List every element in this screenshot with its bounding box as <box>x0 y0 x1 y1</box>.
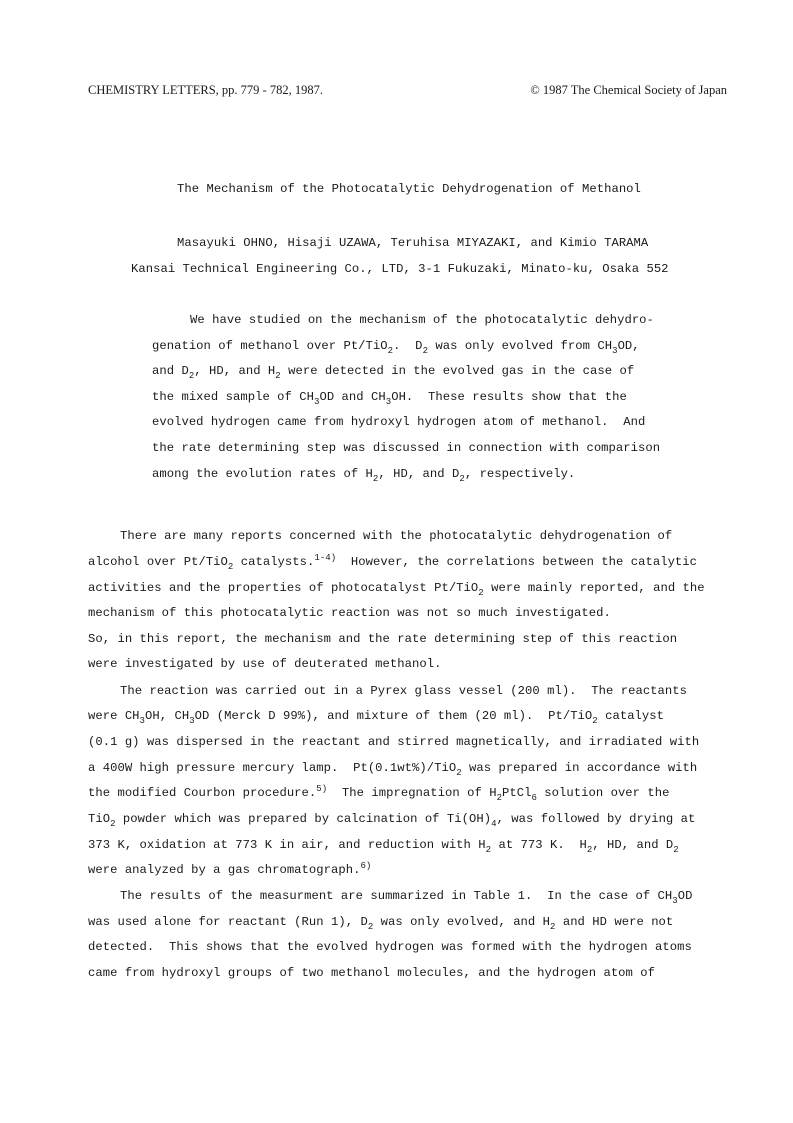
author-list: Masayuki OHNO, Hisaji UZAWA, Teruhisa MIYAZAKI, and Kimio TARAMA <box>177 236 649 250</box>
body-line: were investigated by use of deuterated methanol. <box>88 657 442 671</box>
body-line: came from hydroxyl groups of two methanol molecules, and the hydrogen atom of <box>88 966 656 980</box>
body-line: the modified Courbon procedure.$^{5)}$ The impregnation of $H_2PtCl_6$ solution over the <box>88 784 670 803</box>
body-line: were analyzed by a gas chromatograph.$^{6)}$ <box>88 861 372 877</box>
running-header <box>88 83 727 99</box>
abstract-line: among the evolution rates of $H_2$, HD, and $D_2$, respectively. <box>152 467 576 484</box>
body-line: alcohol over Pt/TiO$_2$ catalysts.$^{1-4)}$ However, the correlations between the catalytic <box>88 553 698 572</box>
abstract-line: We have studied on the mechanism of the photocatalytic dehydro- <box>190 313 654 327</box>
abstract-line: the mixed sample of $CH_3OD$ and $CH_3OH$. These results show that the <box>152 390 627 407</box>
body-line: (0.1 g) was dispersed in the reactant and stirred magnetically, and irradiated with <box>88 735 700 749</box>
abstract-line: evolved hydrogen came from hydroxyl hydrogen atom of methanol. And <box>152 415 646 429</box>
abstract-line: and $D_2$, HD, and $H_2$ were detected in the evolved gas in the case of <box>152 364 635 381</box>
body-line: The reaction was carried out in a Pyrex glass vessel (200 ml). The reactants <box>120 684 688 698</box>
body-line: There are many reports concerned with the photocatalytic dehydrogenation of <box>120 529 673 543</box>
body-line: The results of the measurment are summarized in Table 1. In the case of $CH_3OD$ <box>120 889 693 906</box>
body-line: was used alone for reactant (Run 1), $D_2$ was only evolved, and $H_2$ and HD were not <box>88 915 674 932</box>
affiliation: Kansai Technical Engineering Co., LTD, 3-1 Fukuzaki, Minato-ku, Osaka 552 <box>131 262 669 276</box>
body-line: a 400W high pressure mercury lamp. Pt(0.1wt%)/TiO$_2$ was prepared in accordance with <box>88 761 698 778</box>
journal-citation: CHEMISTRY LETTERS, pp. 779 - 782, 1987. <box>88 83 323 97</box>
body-line: detected. This shows that the evolved hydrogen was formed with the hydrogen atoms <box>88 940 692 954</box>
body-line: activities and the properties of photocatalyst Pt/TiO$_2$ were mainly reported, and the <box>88 581 705 598</box>
body-line: So, in this report, the mechanism and the rate determining step of this reaction <box>88 632 678 646</box>
abstract-line: genation of methanol over Pt/TiO$_2$. $D_2$ was only evolved from $CH_3OD$, <box>152 339 640 356</box>
paper-title: The Mechanism of the Photocatalytic Dehydrogenation of Methanol <box>177 182 641 196</box>
citation-ref: 5) <box>316 784 328 794</box>
citation-ref: 1-4) <box>314 553 337 563</box>
abstract-line: the rate determining step was discussed in connection with comparison <box>152 441 661 455</box>
body-line: TiO$_2$ powder which was prepared by calcination of $Ti(OH)_4$, was followed by drying at <box>88 812 696 829</box>
body-line: mechanism of this photocatalytic reaction was not so much investigated. <box>88 606 611 620</box>
body-line: 373 K, oxidation at 773 K in air, and reduction with $H_2$ at 773 K. $H_2$, HD, and $D_2$ <box>88 838 679 855</box>
citation-ref: 6) <box>360 861 372 871</box>
copyright-notice: © 1987 The Chemical Society of Japan <box>530 83 727 97</box>
body-line: were $CH_3OH$, $CH_3OD$ (Merck D 99%), and mixture of them (20 ml). Pt/TiO$_2$ catalyst <box>88 709 665 726</box>
